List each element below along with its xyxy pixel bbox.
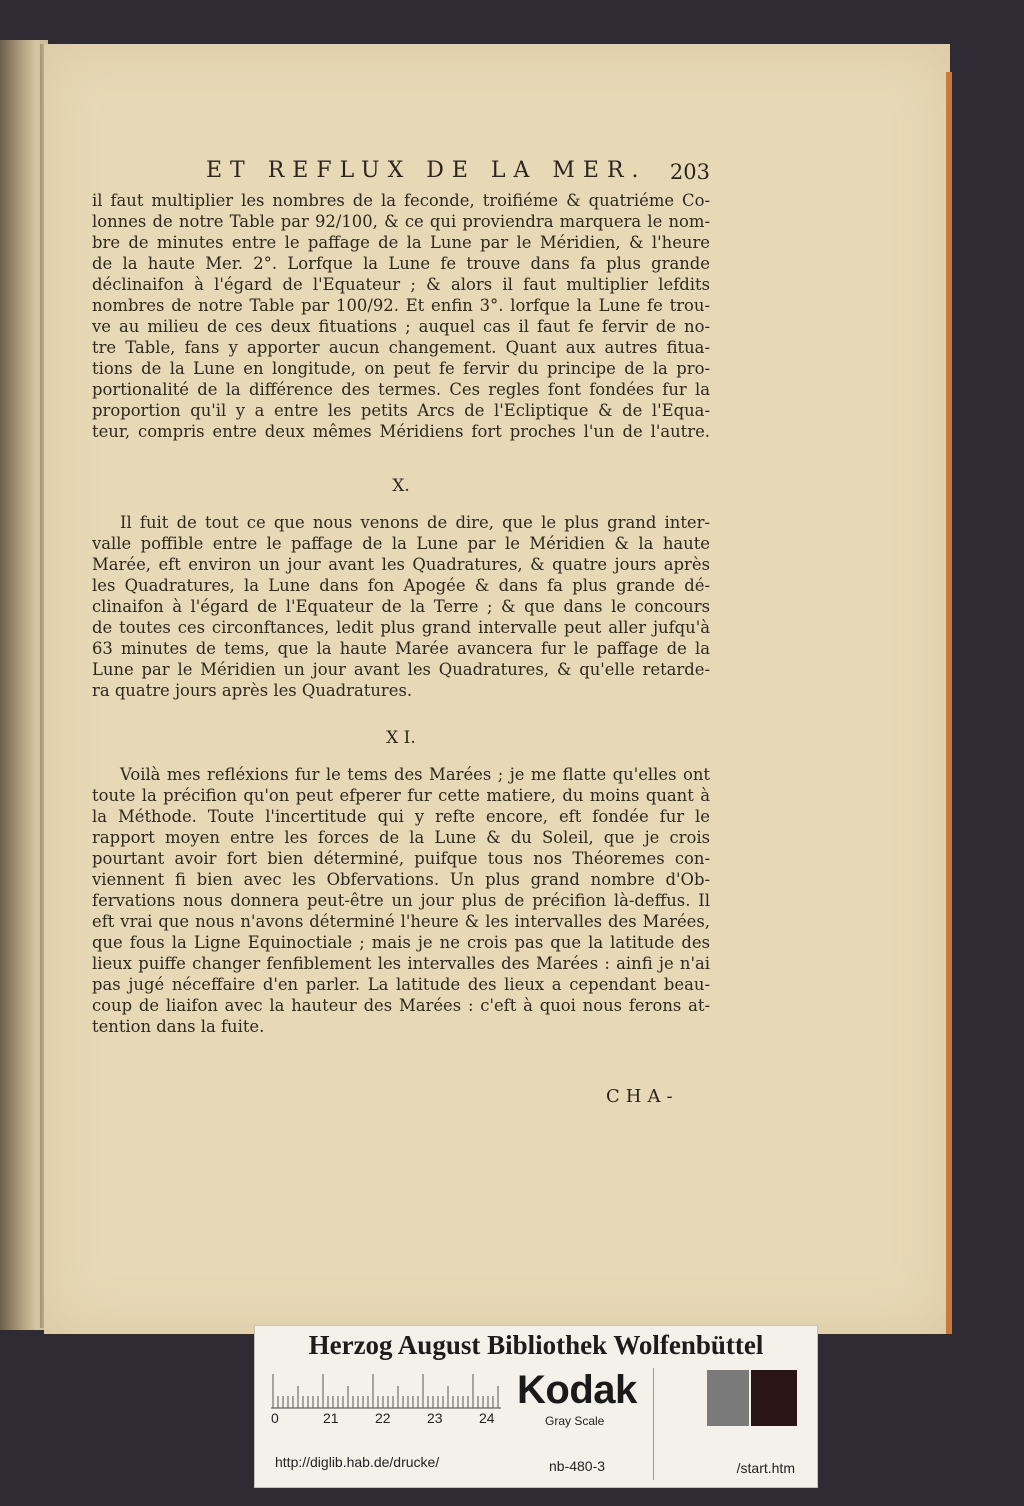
text-line: lonnes de notre Table par 92/100, & ce qui proviendra marquera le nom- — [92, 212, 710, 231]
text-line: eft vrai que nous n'avons déterminé l'heure & les intervalles des Marées, — [92, 912, 710, 931]
gray-patch-dark — [751, 1370, 797, 1426]
kodak-gray-scale-target — [254, 1325, 818, 1488]
section-heading-x: X. — [392, 476, 410, 496]
text-line: il faut multiplier les nombres de la feconde, troifiéme & quatriéme Co- — [92, 191, 710, 210]
text-line: les Quadratures, la Lune dans fon Apogée & dans fa plus grande dé- — [92, 576, 710, 595]
running-head: ET REFLUX DE LA MER. — [206, 158, 647, 183]
page-number: 203 — [669, 160, 710, 184]
section-heading-xi: X I. — [386, 728, 416, 748]
text-line: tention dans la fuite. — [92, 1017, 265, 1036]
page-edge — [946, 72, 952, 1334]
gray-scale-label: Gray Scale — [545, 1414, 605, 1428]
tick-label: 23 — [427, 1410, 443, 1426]
text-line: coup de liaifon avec la hauteur des Marées : c'eft à quoi nous ferons at- — [92, 996, 710, 1015]
text-line: Il fuit de tout ce que nous venons de dire, que le plus grand inter- — [120, 513, 710, 532]
tick-label: 22 — [375, 1410, 391, 1426]
text-line: nombres de notre Table par 100/92. Et enfin 3°. lorfque la Lune fe trou- — [92, 296, 710, 315]
text-line: teur, compris entre deux mêmes Méridiens fort proches l'un de l'autre. — [92, 422, 710, 441]
catchword: CHA- — [606, 1086, 679, 1107]
text-line: toute la précifion qu'on peut efperer fur cette matiere, du moins quant à — [92, 786, 710, 805]
text-line: proportion qu'il y a entre les petits Arcs de l'Ecliptique & de l'Equa- — [92, 401, 710, 420]
text-line: Marée, eft environ un jour avant les Quadratures, & quatre jours après — [92, 555, 710, 574]
ruler-tick-labels — [271, 1410, 501, 1430]
start-url: /start.htm — [736, 1460, 795, 1476]
target-footer — [255, 1448, 817, 1478]
text-line: lieux puiffe changer fenfiblement les intervalles des Marées : ainfi je n'ai — [92, 954, 710, 973]
text-line: Lune par le Méridien un jour avant les Quadratures, & qu'elle retarde- — [92, 660, 710, 679]
text-line: valle poffible entre le paffage de la Lune par le Méridien & la haute — [92, 534, 710, 553]
text-line: la Méthode. Toute l'incertitude qui y refte encore, eft fondée fur le — [92, 807, 710, 826]
tick-label: 21 — [323, 1410, 339, 1426]
text-line: que fous la Ligne Equinoctiale ; mais je ne crois pas que la latitude des — [92, 933, 710, 952]
page-header — [160, 156, 710, 190]
text-line: clinaifon à l'égard de l'Equateur de la Terre ; & que dans le concours — [92, 597, 710, 616]
text-line: déclinaifon à l'égard de l'Equateur ; & alors il faut multiplier lefdits — [92, 275, 710, 294]
text-line: bre de minutes entre le paffage de la Lune par le Méridien, & l'heure — [92, 233, 710, 252]
text-line: pourtant avoir fort bien déterminé, puifque tous nos Théoremes con- — [92, 849, 710, 868]
digital-library-url: http://diglib.hab.de/drucke/ — [275, 1454, 440, 1470]
text-line: portionalité de la différence des termes. Ces regles font fondées fur la — [92, 380, 710, 399]
text-line: ve au milieu de ces deux fituations ; auquel cas il faut fe fervir de no- — [92, 317, 710, 336]
text-line: rapport moyen entre les forces de la Lune & du Soleil, que je crois — [92, 828, 710, 847]
text-line: Voilà mes refléxions fur le tems des Marées ; je me flatte qu'elles ont — [120, 765, 710, 784]
kodak-logo: Kodak — [517, 1368, 637, 1412]
tick-label: 0 — [271, 1410, 279, 1426]
text-line: tions de la Lune en longitude, on peut fe fervir du principe de la pro- — [92, 359, 710, 378]
text-line: pas jugé néceffaire d'en parler. La latitude des lieux a cependant beau- — [92, 975, 710, 994]
text-line: ra quatre jours après les Quadratures. — [92, 681, 413, 700]
tick-label: 24 — [479, 1410, 495, 1426]
text-line: tre Table, fans y apporter aucun changement. Quant aux autres fitua- — [92, 338, 710, 357]
gray-patch-mid — [707, 1370, 749, 1426]
text-line: 63 minutes de tems, que la haute Marée avancera fur le paffage de la — [92, 639, 710, 658]
text-line: fervations nous donnera peut-être un jour plus de précifion là-deffus. Il — [92, 891, 710, 910]
document-id: nb-480-3 — [549, 1458, 606, 1474]
text-line: de toutes ces circonftances, ledit plus grand intervalle peut aller jufqu'à — [92, 618, 710, 637]
text-line: viennent fi bien avec les Obfervations. Un plus grand nombre d'Ob- — [92, 870, 710, 889]
institution-name: Herzog August Bibliothek Wolfenbüttel — [308, 1330, 764, 1360]
text-line: de la haute Mer. 2°. Lorfque la Lune fe trouve dans fa plus grande — [92, 254, 710, 273]
